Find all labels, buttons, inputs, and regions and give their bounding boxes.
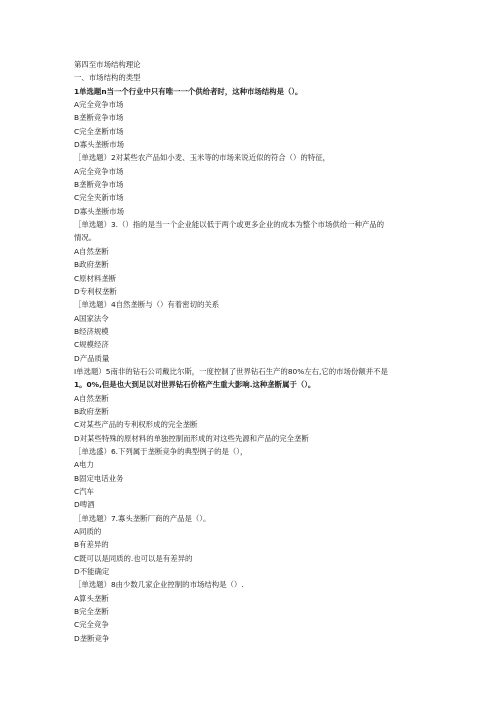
text-line: C汽车	[74, 487, 94, 496]
text-line: D产品质量	[74, 353, 110, 363]
text-line: C对某些产品的专利权形成的完全垄断	[74, 420, 198, 430]
text-line: C完全夹新市场	[74, 193, 124, 203]
document-page	[74, 58, 434, 645]
text-line: D寡头垄断市场	[74, 140, 125, 150]
text-line: 1。0%,但是也大到足以对世界钻石价格产生重大影响.这种垄断属于（）。	[74, 380, 316, 390]
text-line: A电力	[74, 460, 94, 470]
text-line: ［单选题）3.（）指的是当一个企业能以低于两个或更多企业的成本为整个市场供给一种产品的	[74, 220, 385, 230]
text-line: 第四至市场结构理论	[74, 60, 141, 69]
text-line: C规模经济	[74, 340, 109, 350]
text-line: B固定电话业务	[74, 473, 124, 483]
text-line: A自然垄断	[74, 393, 109, 403]
text-line: D垄断竞争	[74, 633, 110, 643]
text-line: C原材料垄断	[74, 273, 117, 283]
text-line: 一、市场结构的类型	[74, 73, 141, 83]
text-line: ［单选题）2对某些农产品如小麦、玉米等的市场来说近似的符合（）的特征，	[74, 153, 330, 163]
text-line: I单选题）5南非的钻石公司戴比尔斯，一度控制了世界钻石生产的80%左右,它的市场份额并不是	[74, 366, 388, 376]
text-line: D不能确定	[74, 567, 110, 577]
text-line: B有差异的	[74, 540, 109, 550]
text-line: A算头垄断	[74, 593, 109, 603]
text-line: D寡头垄断市场	[74, 206, 125, 216]
text-line: 情况。	[74, 233, 97, 243]
text-line: ［单选题）7.寡头垄断厂商的产品是（）。	[74, 513, 211, 523]
text-line: ［单选题）4自然垄断与（）有着密切的关系	[74, 300, 220, 310]
text-line: B完全垄断	[74, 607, 109, 617]
text-line: B垄断竞争市场	[74, 113, 124, 123]
text-line: B政府垄断	[74, 260, 109, 270]
text-line: A完全竞争市场	[74, 100, 124, 110]
text-line: B政府垄断	[74, 406, 109, 416]
text-line: C完全竞争	[74, 620, 109, 630]
text-line: A同质的	[74, 527, 102, 537]
text-line: A自然垄断	[74, 246, 109, 256]
text-line: ［单选盛）6.下列属于垄断竞争的典型例子的是（），	[74, 446, 248, 456]
text-line: 1单选题n当一个行业中只有唯一一个供给者时，这种市场结构是（）。	[74, 86, 303, 96]
text-line: D对某些特殊的原材料的单独控制而形成的对这些先源和产品的完全垄断	[74, 433, 309, 443]
text-line: B经济规模	[74, 326, 109, 336]
text-line: D啤酒	[74, 500, 95, 510]
text-line: D专利权垄断	[74, 286, 117, 296]
text-line: A完全竞争市场	[74, 166, 124, 176]
text-line: C既可以是同质的.也可以是有差异的	[74, 553, 193, 563]
text-line: A国家法令	[74, 313, 109, 323]
text-line: C完全垄断市场	[74, 126, 124, 136]
text-line: ［单选题）8由少数几家企业控制的市场结构是（）.	[74, 580, 244, 590]
text-line: B垄断竞争市场	[74, 180, 124, 190]
